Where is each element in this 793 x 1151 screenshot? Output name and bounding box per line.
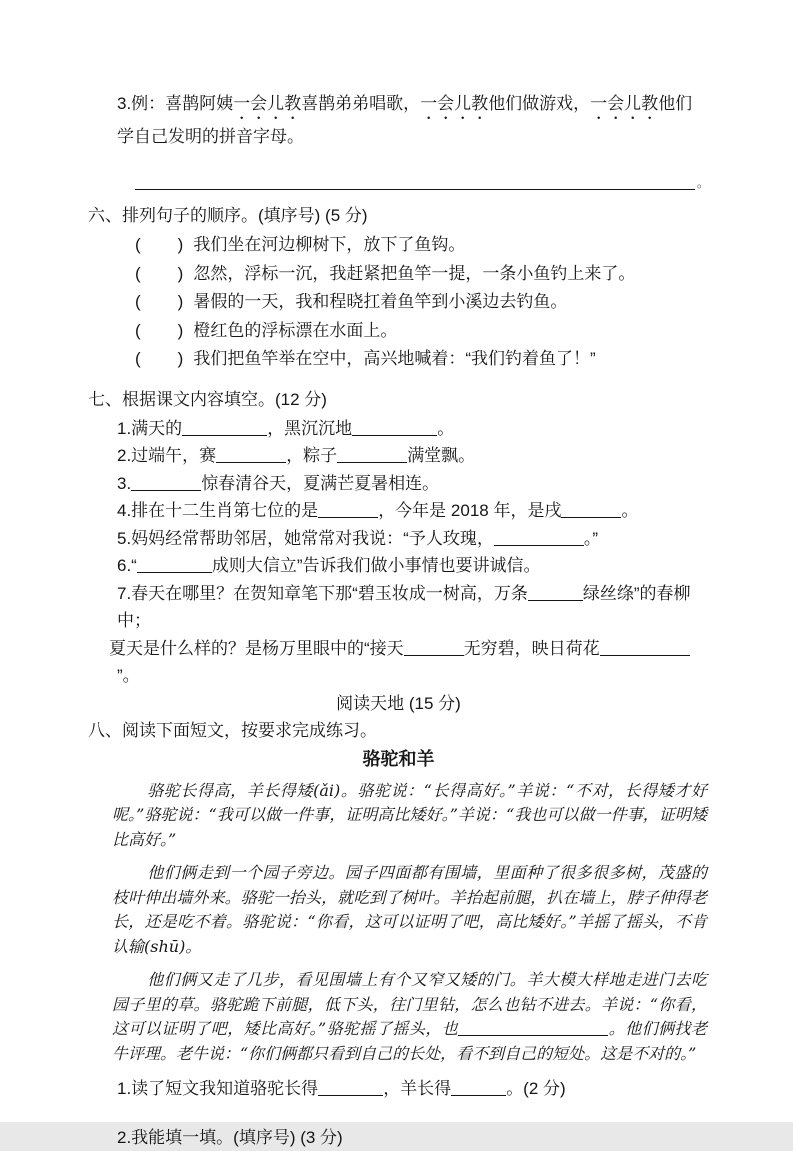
example-sentence-item3 — [117, 90, 709, 151]
passage-text: 他们俩又走了几步，看见围墙上有个又窄又矮的门。羊大模大样地走进门去吃园子里的草。骆驼跪下前腿，低下头，往门里钻，怎么也钻不进去。羊说：“你看，这可以证明了吧，矮比高好。”骆驼摇了摇头，也 — [112, 970, 707, 1038]
fill-blank — [352, 420, 437, 436]
fill-text: ，粽子 — [286, 446, 338, 465]
fill-text: 绿丝绦”的春柳中； — [117, 583, 691, 630]
answer-bracket: ( ) — [135, 349, 185, 368]
order-item — [135, 231, 709, 260]
order-item — [135, 345, 709, 374]
item3-emphasized-text: 一会儿教 — [420, 94, 489, 113]
order-item — [135, 288, 709, 317]
item3-text: 喜鹊弟弟唱歌， — [301, 94, 421, 113]
question-text: 1.读了短文我知道骆驼长得 — [117, 1079, 319, 1098]
fill-blank — [528, 585, 583, 601]
fill-text: 5.妈妈经常帮助邻居，她常常对我说：“予人玫瑰， — [117, 528, 494, 548]
fill-text: ，黑沉沉地 — [267, 418, 353, 438]
fill-text: 满堂飘。 — [407, 446, 476, 465]
fill-item-7-line2 — [109, 635, 709, 690]
fill-item-5 — [117, 525, 709, 553]
passage-questions — [117, 1075, 709, 1151]
answer-bracket: ( ) — [135, 320, 185, 340]
order-item — [135, 317, 709, 346]
answer-bracket: ( ) — [135, 263, 185, 283]
fill-text: 6.“ — [117, 556, 137, 575]
fill-text: 。” — [583, 528, 599, 548]
sentence-text: 我们坐在河边柳树下，放下了鱼钩。 — [193, 235, 466, 254]
fill-text: ，今年是 2018 年，是戌 — [378, 501, 562, 520]
blank-line — [135, 171, 695, 190]
fill-text: 。 — [437, 418, 455, 438]
fill-text: 7.春天在哪里？在贺知章笔下那“碧玉妆成一树高，万条 — [117, 583, 528, 603]
fill-item-7 — [117, 580, 709, 635]
fill-text: 惊春清谷天，夏满芒夏暑相连。 — [201, 473, 440, 493]
fill-blank — [137, 557, 212, 573]
sentence-text: 暑假的一天，我和程晓扛着鱼竿到小溪边去钓鱼。 — [193, 292, 568, 311]
sentence-text: 橙红色的浮标漂在水面上。 — [193, 320, 398, 340]
fill-text: ”。 — [117, 666, 140, 685]
fill-text: 无穷碧，映日荷花 — [463, 638, 600, 658]
fill-text: 1.满天的 — [117, 418, 183, 438]
passage-paragraph-1: 骆驼长得高，羊长得矮(ǎi)。骆驼说：“长得高好。”羊说：“不对，长得矮才好呢。”骆驼说：“我可以做一件事，证明高比矮好。”羊说：“我也可以做一件事，证明矮比高好。” — [112, 780, 707, 849]
item3-text: 3.例：喜鹊阿姨 — [117, 94, 234, 113]
passage-text: 。他们俩找老牛评理。老牛说：“你们俩都只看到自己的长处，看不到自己的短处。这是不对的。” — [112, 1019, 707, 1063]
fill-text: 。 — [621, 501, 639, 520]
question-blank — [318, 1080, 383, 1096]
reading-passage — [112, 779, 707, 1067]
passage-paragraph-3 — [112, 968, 707, 1066]
order-item — [135, 260, 709, 289]
fill-text: 成则大信立”告诉我们做小事情也要讲诚信。 — [211, 556, 541, 575]
section6-heading: 六、排列句子的顺序。(填序号) (5 分) — [88, 206, 368, 225]
passage-blank — [458, 1020, 608, 1036]
sentence-text: 忽然，浮标一沉，我赶紧把鱼竿一提，一条小鱼钓上来了。 — [193, 263, 636, 283]
fill-blank — [337, 447, 407, 463]
fill-text: 2.过端午，赛 — [117, 446, 217, 465]
fill-blank — [561, 502, 621, 518]
fill-item-2 — [117, 442, 709, 470]
fill-text: 夏天是什么样的？是杨万里眼中的“接天 — [109, 638, 404, 658]
question-2: 2.我能填一填。(填序号) (3 分) — [117, 1128, 343, 1147]
question-text: 。(2 分) — [506, 1079, 566, 1098]
section7-fill-list — [88, 415, 709, 690]
item3-emphasized-text: 一会儿教 — [233, 94, 302, 113]
fill-blank — [600, 640, 690, 656]
sentence-text: 我们把鱼竿举在空中，高兴地喊着：“我们钓着鱼了！” — [193, 349, 596, 368]
fill-blank — [494, 530, 584, 546]
question-blank — [451, 1080, 506, 1096]
fill-text: 4.排在十二生肖第七位的是 — [117, 501, 319, 520]
fill-blank — [216, 447, 286, 463]
section6-sentence-list — [88, 231, 709, 374]
period-mark: 。 — [696, 176, 709, 190]
fill-blank — [404, 640, 464, 656]
question-text: ，羊长得 — [383, 1079, 452, 1098]
passage-title: 骆驼和羊 — [362, 748, 435, 769]
fill-item-4 — [117, 497, 709, 525]
fill-item-6 — [117, 552, 709, 580]
fill-blank — [131, 475, 201, 491]
section7-heading: 七、根据课文内容填空。(12 分) — [88, 389, 327, 409]
answer-write-line — [135, 171, 709, 190]
item3-emphasized-text: 一会儿教 — [590, 94, 659, 113]
item3-text: 他们学自己发明的拼音字母。 — [117, 94, 693, 146]
fill-blank — [318, 502, 378, 518]
reading-section-banner: 阅读天地 (15 分) — [336, 693, 461, 713]
section8-heading: 八、阅读下面短文，按要求完成练习。 — [88, 720, 377, 740]
item3-text: 他们做游戏， — [488, 94, 591, 113]
question-1 — [117, 1075, 709, 1102]
fill-text: 3. — [117, 473, 132, 493]
answer-bracket: ( ) — [135, 235, 185, 254]
answer-bracket: ( ) — [135, 292, 185, 311]
fill-item-1 — [117, 415, 709, 443]
fill-item-3 — [117, 470, 709, 498]
fill-blank — [182, 420, 267, 436]
passage-paragraph-2: 他们俩走到一个园子旁边。园子四面都有围墙，里面种了很多很多树，茂盛的枝叶伸出墙外来。骆驼一抬头，就吃到了树叶。羊抬起前腿，扒在墙上，脖子伸得老长，还是吃不着。骆驼说：“你看，这可以证明了吧，高比矮好。”羊摇了摇头，不肯认输(shū)。 — [112, 863, 707, 956]
